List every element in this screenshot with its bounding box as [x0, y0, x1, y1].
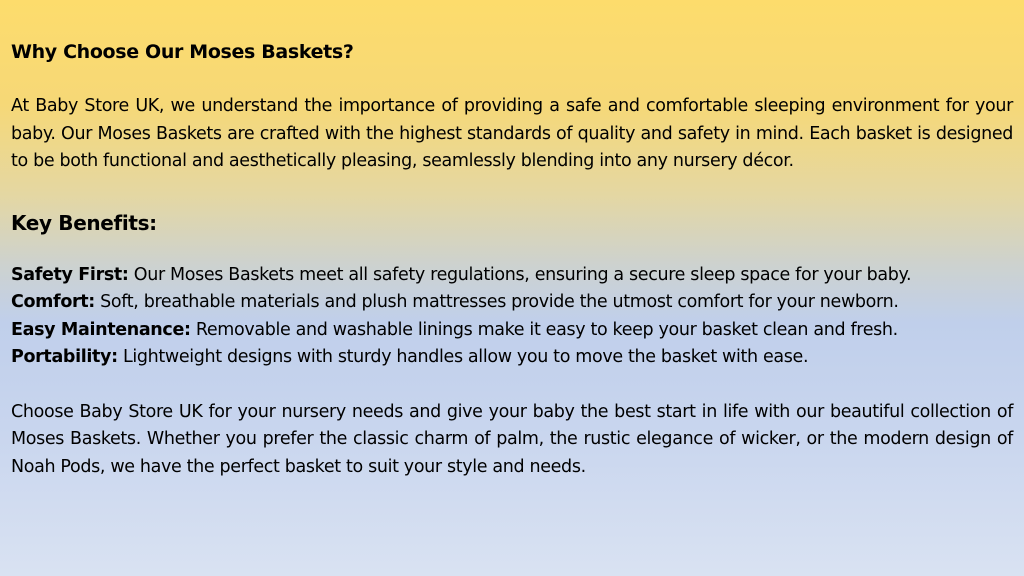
benefit-item — [11, 344, 1013, 372]
benefit-text: Removable and washable linings make it easy to keep your basket clean and fresh. — [190, 319, 898, 340]
benefit-title: Easy Maintenance: — [11, 319, 191, 340]
benefit-item — [11, 262, 1013, 290]
benefit-title: Safety First: — [11, 264, 129, 285]
benefits-list — [11, 262, 1013, 372]
benefit-title: Portability: — [11, 347, 118, 367]
benefit-title: Comfort: — [11, 292, 95, 312]
closing-paragraph: Choose Baby Store UK for your nursery needs and give your baby the best start in life with our beautiful collection of Moses Baskets. Whether you prefer the classic charm of palm, the rustic elegance of wicker, or the modern design of Noah Pods, we have the perfect basket to suit your style and needs. — [11, 401, 1013, 477]
benefit-item — [11, 289, 1013, 317]
benefit-text: Our Moses Baskets meet all safety regulations, ensuring a secure sleep space for your baby. — [128, 264, 912, 285]
benefit-text: Lightweight designs with sturdy handles allow you to move the basket with ease. — [117, 347, 809, 367]
intro-paragraph: At Baby Store UK, we understand the importance of providing a safe and comfortable sleeping environment for your baby. Our Moses Baskets are crafted with the highest standards of quality and safety in mind. Each basket is designed to be both functional and aesthetically pleasing, seamlessly blending into any nursery décor. — [11, 96, 1013, 171]
heading-key-benefits: Key Benefits: — [11, 210, 157, 235]
benefit-item — [11, 317, 1013, 345]
heading-why-choose: Why Choose Our Moses Baskets? — [11, 41, 354, 63]
benefit-text: Soft, breathable materials and plush mattresses provide the utmost comfort for your newborn. — [94, 292, 899, 312]
